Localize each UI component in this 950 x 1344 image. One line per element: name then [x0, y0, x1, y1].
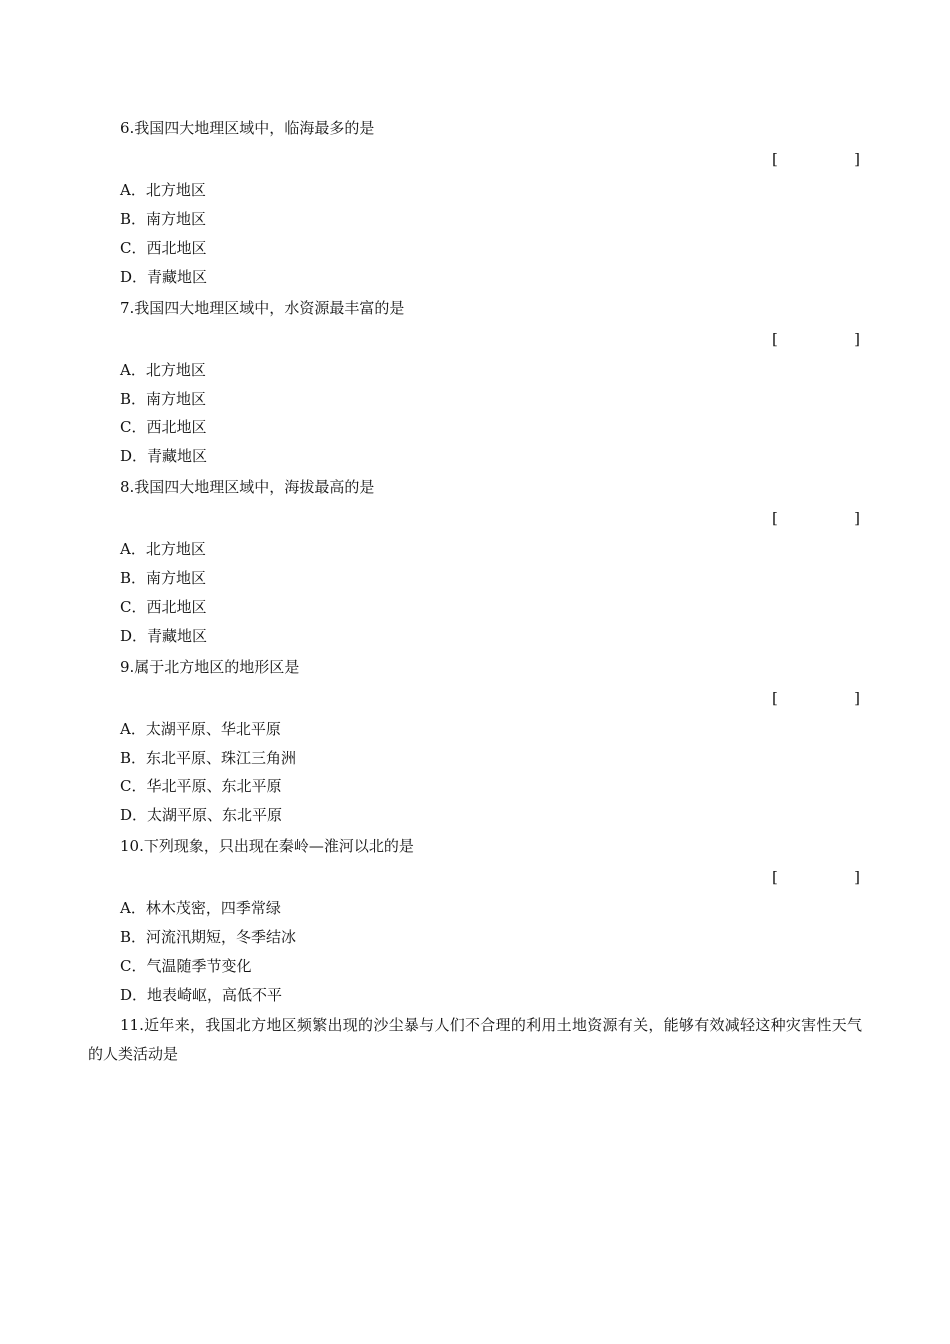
- question-7-answer-bracket: [772, 329, 860, 349]
- bracket-close: ]: [854, 509, 860, 527]
- bracket-open: [: [772, 330, 778, 348]
- bracket-close: ]: [854, 150, 860, 168]
- question-6-option-d: D．青藏地区: [120, 268, 208, 286]
- question-7-option-a: A．北方地区: [120, 361, 206, 379]
- question-6-option-b: B．南方地区: [120, 210, 207, 228]
- question-9-option-b: B．东北平原、珠江三角洲: [120, 749, 297, 767]
- bracket-open: [: [772, 509, 778, 527]
- question-10-answer-bracket: [772, 867, 860, 887]
- question-6-answer-bracket: [772, 149, 860, 169]
- question-8-option-c: C．西北地区: [120, 598, 207, 616]
- bracket-close: ]: [854, 330, 860, 348]
- bracket-open: [: [772, 689, 778, 707]
- question-7-option-d: D．青藏地区: [120, 447, 208, 465]
- question-6-option-c: C．西北地区: [120, 239, 207, 257]
- question-8-option-b: B．南方地区: [120, 569, 207, 587]
- bracket-close: ]: [854, 689, 860, 707]
- question-6-stem: 6.我国四大地理区域中，临海最多的是: [120, 119, 375, 137]
- question-8-answer-bracket: [772, 508, 860, 528]
- question-8-option-d: D．青藏地区: [120, 627, 208, 645]
- question-10-option-c: C．气温随季节变化: [120, 957, 252, 975]
- question-9-option-c: C．华北平原、东北平原: [120, 777, 282, 795]
- question-9-answer-bracket: [772, 688, 860, 708]
- question-8-stem: 8.我国四大地理区域中，海拔最高的是: [120, 478, 375, 496]
- question-9-stem: 9.属于北方地区的地形区是: [120, 658, 300, 676]
- question-8-option-a: A．北方地区: [120, 540, 206, 558]
- question-7-option-c: C．西北地区: [120, 418, 207, 436]
- question-10-option-b: B．河流汛期短，冬季结冰: [120, 928, 297, 946]
- question-7-option-b: B．南方地区: [120, 390, 207, 408]
- question-10-option-d: D．地表崎岖，高低不平: [120, 986, 283, 1004]
- question-9-option-a: A．太湖平原、华北平原: [120, 720, 281, 738]
- question-10-option-a: A．林木茂密，四季常绿: [120, 899, 281, 917]
- bracket-open: [: [772, 868, 778, 886]
- question-10-stem: 10.下列现象，只出现在秦岭—淮河以北的是: [120, 837, 414, 855]
- question-11-stem: 11.近年来，我国北方地区频繁出现的沙尘暴与人们不合理的利用土地资源有关，能够有效减轻这种灾害性天气的人类活动是: [88, 1016, 862, 1063]
- question-7-stem: 7.我国四大地理区域中，水资源最丰富的是: [120, 299, 405, 317]
- bracket-open: [: [772, 150, 778, 168]
- question-6-option-a: A．北方地区: [120, 181, 206, 199]
- question-9-option-d: D．太湖平原、东北平原: [120, 806, 283, 824]
- bracket-close: ]: [854, 868, 860, 886]
